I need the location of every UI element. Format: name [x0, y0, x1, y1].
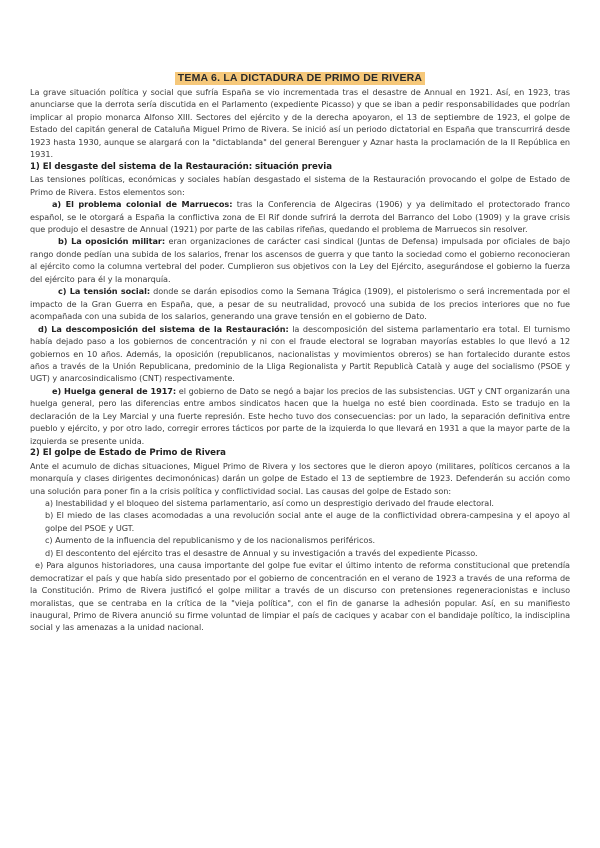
item-a-text: tras la Conferencia de Algeciras (1906) y ya delimitado el protectorado franco español, se le otorgará a España la conflictiva zona de El Rif donde sufrirá la derrota del Barranco del Lobo (1909) y la grave crisis que produjo el desastre de Annual (1921) por parte de las cabilas rifeñas, quedando el problema de Marruecos sin resolver. [30, 199, 570, 234]
section-2-intro: Ante el acumulo de dichas situaciones, Miguel Primo de Rivera y los sectores que le dieron apoyo (militares, políticos cercanos a la monarquía y clases dirigentes decimonónicas) darán un golpe de Estado el 13 de septiembre de 1923. Defenderán su acción como una solución para poner fin a la crisis política y conflictividad social. Las causas del golpe de Estado son: [30, 460, 570, 496]
item-e-label: e) Huelga general de 1917: [52, 385, 177, 396]
cause-d: d) El descontento del ejército tras el desastre de Annual y su investigación a través del expediente Picasso. [45, 547, 478, 558]
item-a-label: a) El problema colonial de Marruecos: [52, 199, 233, 210]
section-1-item-a [30, 198, 570, 235]
item-b-text: eran organizaciones de carácter casi sindical (Juntas de Defensa) impulsada por oficiales de bajo rango donde pedían una subida de los salarios, frenar los ascensos de guerra y que tanto la sociedad como el gobierno reconocieran al ejército como la columna vertebral del poder. Cumplieron sus objetivos con la Ley del Ejército, asegurándose el gobierno la fuerza del ejército para él y la monarquía. [30, 236, 570, 284]
item-e-text: el gobierno de Dato se negó a bajar los precios de las subsistencias. UGT y CNT organizarán una huelga general, pero las diferencias entre ambos sindicatos hacen que la huelga no esté bien coordinada. Esto se tradujo en la declaración de la Ley Marcial y una fuerte represión. Este hecho tuvo dos consecuencias: por un lado, la separación definitiva entre pueblo y ejército, y por otro lado, corregir errores tácticos por parte de la izquierda lo que llevará en 1931 a que la mayor parte de la izquierda se presente unida. [30, 385, 570, 446]
page-title: TEMA 6. LA DICTADURA DE PRIMO DE RIVERA [175, 72, 425, 85]
cause-a: a) Inestabilidad y el bloqueo del sistema parlamentario, así como un desprestigio derivado del fraude electoral. [45, 497, 494, 508]
item-c-label: c) La tensión social: [58, 286, 151, 297]
section-1-intro: Las tensiones políticas, económicas y sociales habían desgastado el sistema de la Restauración provocando el golpe de Estado de Primo de Rivera. Estos elementos son: [30, 174, 570, 197]
title-wrap [30, 72, 570, 85]
cause-b: b) El miedo de las clases acomodadas a una revolución social ante el auge de la conflictividad obrera-campesina y el apoyo al golpe del PSOE y UGT. [45, 510, 570, 533]
section-1-item-e [30, 385, 570, 447]
cause-e-paragraph: e) Para algunos historiadores, una causa importante del golpe fue evitar el último intento de reforma constitucional que pretendía democratizar el país y que había sido presentado por el gobierno de concentración en el verano de 1923 a través de una reforma de la Constitución. Primo de Rivera justificó el golpe militar a través de un discurso con pretensiones regeneracionistas e incluso moralistas, que se centraba en la crítica de la "vieja política", con el fin de ganarse la adhesión popular. Así, en su manifiesto inaugural, Primo de Rivera anunció su firme voluntad de limpiar el país de caciques y acabar con el bandidaje político, la indisciplina social y las amenazas a la unidad nacional. [30, 560, 570, 633]
section-1-heading: 1) El desgaste del sistema de la Restauración: situación previa [30, 161, 332, 172]
intro-paragraph: La grave situación política y social que sufría España se vio incrementada tras el desastre de Annual en 1921. Así, en 1923, tras anunciarse que la derrota sería discutida en el Parlamento (expediente Picasso) y que se iban a pedir responsabilidades que podrían implicar al propio monarca Alfonso XIII. Sectores del ejército y de la derecha apoyaron, el 13 de septiembre de 1923, el golpe de Estado del capitán general de Cataluña Miguel Primo de Rivera. Se inició así un periodo dictatorial en España que transcurrirá desde 1923 hasta 1930, aunque se alargará con la "dictablanda" del general Berenguer y Aznar hasta la proclamación de la II República en 1931. [30, 87, 570, 160]
section-1-item-b [30, 235, 570, 285]
item-d-text: la descomposición del sistema parlamentario era total. El turnismo había dejado paso a los gobiernos de concentración y ni con el fraude electoral se lograban mayorías estables lo que llevó a 12 gobiernos en 10 años. Además, la oposición (republicanos, nacionalistas y movimientos obreros) se han fortalecido durante estos años a través de la Unión Republicana, predominio de la Lliga Regionalista y Partit Republicà Català y auge del socialismo (PSOE y UGT) y anarcosindicalismo (CNT) respectivamente. [30, 323, 570, 384]
item-b-label: b) La oposición militar: [58, 236, 166, 247]
section-1-item-d [30, 323, 570, 385]
cause-c: c) Aumento de la influencia del republicanismo y de los nacionalismos periféricos. [45, 535, 376, 546]
section-2-heading: 2) El golpe de Estado de Primo de Rivera [30, 448, 226, 459]
causes-list [30, 497, 570, 559]
section-1-item-c [30, 285, 570, 322]
item-c-text: donde se darán episodios como la Semana Trágica (1909), el pistolerismo o será incrementada por el impacto de la Gran Guerra en España, que, a pesar de su neutralidad, provocó una subida de los precios interiores que no fue acompañada con una subida de los salarios, generando una grave tensión en el gobierno de Dato. [30, 286, 570, 322]
item-d-label: d) La descomposición del sistema de la Restauración: [38, 323, 289, 334]
